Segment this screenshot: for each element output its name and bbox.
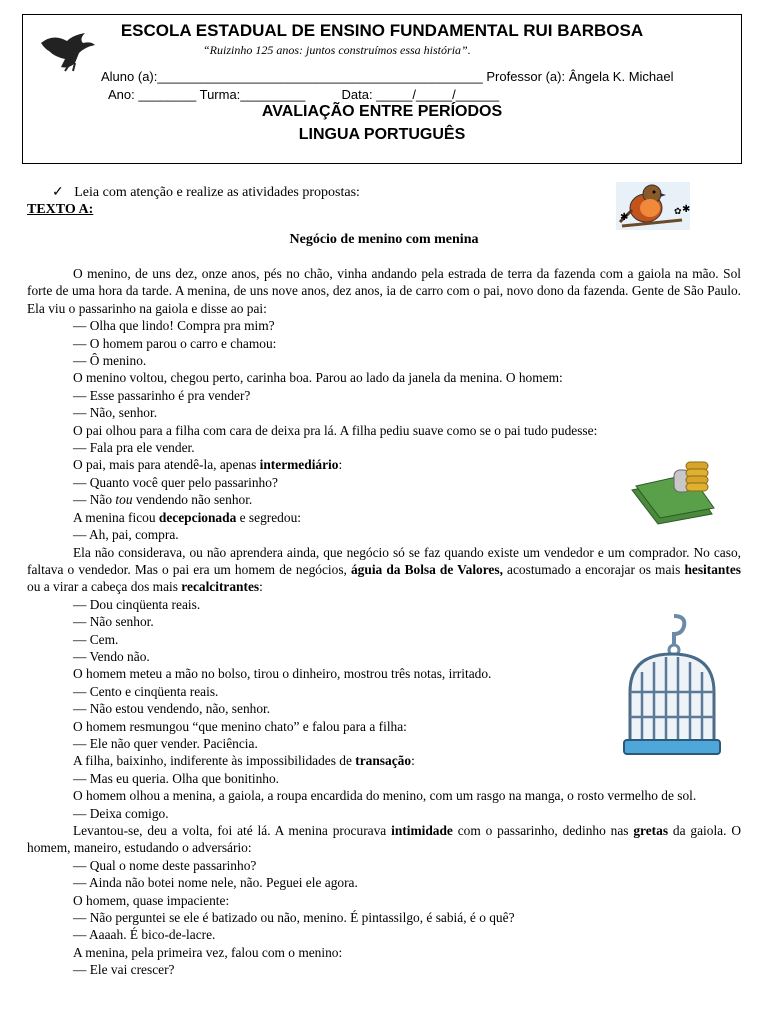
- story-paragraph: — Qual o nome deste passarinho?: [73, 857, 257, 873]
- story-paragraph: — Mas eu queria. Olha que bonitinho.: [73, 770, 280, 786]
- story-paragraph: Levantou-se, deu a volta, foi até lá. A menina procurava intimidade com o passarinho, dedinho nas gretas da gaiola. O homem, maneiro, estudando o adversário:: [27, 823, 741, 856]
- story-paragraph: — Ainda não botei nome nele, não. Peguei ele agora.: [73, 875, 358, 891]
- birdcage-illustration-icon: [618, 612, 724, 766]
- header-box: [22, 14, 742, 164]
- story-paragraph: A menina ficou decepcionada e segredou:: [73, 509, 301, 525]
- story-paragraph: — Ele não quer vender. Paciência.: [73, 735, 258, 751]
- story-paragraph: A filha, baixinho, indiferente às impossibilidades de transação:: [73, 753, 415, 769]
- story-paragraph: — Olha que lindo! Compra pra mim?: [73, 318, 275, 334]
- story-title: Negócio de menino com menina: [289, 232, 479, 247]
- teacher-label: Professor (a): Ângela K. Michael: [486, 69, 674, 84]
- student-line: [101, 69, 674, 84]
- instruction: [52, 184, 360, 201]
- year-blank[interactable]: ________: [138, 87, 197, 102]
- year-line: [108, 87, 499, 102]
- student-label: Aluno (a):: [101, 69, 158, 84]
- story-paragraph: A menina, pela primeira vez, falou com o menino:: [73, 944, 343, 960]
- story-paragraph: — Ô menino.: [73, 353, 147, 369]
- story-paragraph: O pai olhou para a filha com cara de deixa pra lá. A filha pediu suave como se o pai tudo pudesse:: [73, 422, 598, 438]
- svg-text:✱: ✱: [682, 204, 691, 215]
- story-paragraph: Ela não considerava, ou não aprendera ainda, que negócio só se faz quando existe um vendedor e um comprador. No caso, faltava o vendedor. Mas o pai era um homem de negócios, águia da Bolsa de Valores, acostumado a encorajar os mais hesitantes ou a virar a cabeça dos mais recalcitrantes:: [27, 544, 741, 595]
- exam-title: AVALIAÇÃO ENTRE PERÍODOS: [261, 103, 503, 120]
- story-paragraph: O homem meteu a mão no bolso, tirou o dinheiro, mostrou três notas, irritado.: [73, 666, 492, 682]
- story-paragraph: — Ele vai crescer?: [73, 962, 175, 978]
- money-illustration-icon: [628, 458, 740, 526]
- subject-title: LINGUA PORTUGUÊS: [298, 126, 466, 143]
- story-paragraph: O homem resmungou “que menino chato” e falou para a filha:: [73, 718, 407, 734]
- story-paragraph: — Quanto você quer pelo passarinho?: [73, 474, 278, 490]
- story-paragraph: — Não estou vendendo, não, senhor.: [73, 701, 271, 717]
- story-paragraph: — Vendo não.: [73, 648, 150, 664]
- date-label: Data:: [341, 87, 373, 102]
- story-paragraph: O pai, mais para atendê-la, apenas intermediário:: [73, 457, 343, 473]
- story-paragraph: — Não perguntei se ele é batizado ou não, menino. É pintassilgo, é sabiá, é o quê?: [73, 910, 515, 926]
- section-label: TEXTO A:: [27, 202, 94, 217]
- svg-text:✱: ✱: [620, 212, 629, 223]
- story-paragraph: — Aaaah. É bico-de-lacre.: [73, 927, 216, 943]
- student-blank[interactable]: _____________________________________________: [157, 69, 483, 84]
- story-paragraph: — Ah, pai, compra.: [73, 527, 179, 543]
- story-paragraph: — Esse passarinho é pra vender?: [73, 387, 251, 403]
- story-paragraph: O homem olhou a menina, a gaiola, a roupa encardida do menino, com um rasgo na manga, o rosto vermelho de sol.: [73, 788, 697, 804]
- story-paragraph: — Fala pra ele vender.: [73, 440, 195, 456]
- svg-text:✿: ✿: [674, 207, 682, 217]
- story-paragraph: — Cem.: [73, 631, 119, 647]
- story-paragraph: — Dou cinqüenta reais.: [73, 596, 201, 612]
- story-paragraph: O menino, de uns dez, onze anos, pés no chão, vinha andando pela estrada de terra da fazenda com a gaiola na mão. Sol forte de uma hora da tarde. A menina, de uns nove anos, dez anos, ia de carro com o pai, novo dono da fazenda. Gente de São Paulo. Ela viu o passarinho na gaiola e disse ao pai:: [27, 266, 741, 316]
- story-paragraph: — Não tou vendendo não senhor.: [73, 492, 253, 508]
- bird-illustration-icon: [612, 178, 694, 234]
- story-paragraph: — Não, senhor.: [73, 405, 158, 421]
- story-paragraph: — Deixa comigo.: [73, 805, 169, 821]
- story-paragraph: O homem, quase impaciente:: [73, 892, 230, 908]
- school-motto: “Ruizinho 125 anos: juntos construímos essa história”.: [203, 43, 471, 57]
- story-paragraph: — Cento e cinqüenta reais.: [73, 683, 219, 699]
- story-paragraph: — Não senhor.: [73, 614, 154, 630]
- date-blank[interactable]: _____/_____/______: [376, 87, 500, 102]
- year-label: Ano:: [108, 87, 135, 102]
- check-icon: ✓: [52, 185, 64, 200]
- class-label: Turma:: [199, 87, 241, 102]
- school-name: ESCOLA ESTADUAL DE ENSINO FUNDAMENTAL RUI BARBOSA: [120, 21, 644, 40]
- story-paragraph: O menino voltou, chegou perto, carinha boa. Parou ao lado da janela da menina. O homem:: [73, 370, 563, 386]
- story-paragraph: — O homem parou o carro e chamou:: [73, 335, 277, 351]
- instruction-text: Leia com atenção e realize as atividades propostas:: [74, 185, 360, 200]
- class-blank[interactable]: _________: [240, 87, 306, 102]
